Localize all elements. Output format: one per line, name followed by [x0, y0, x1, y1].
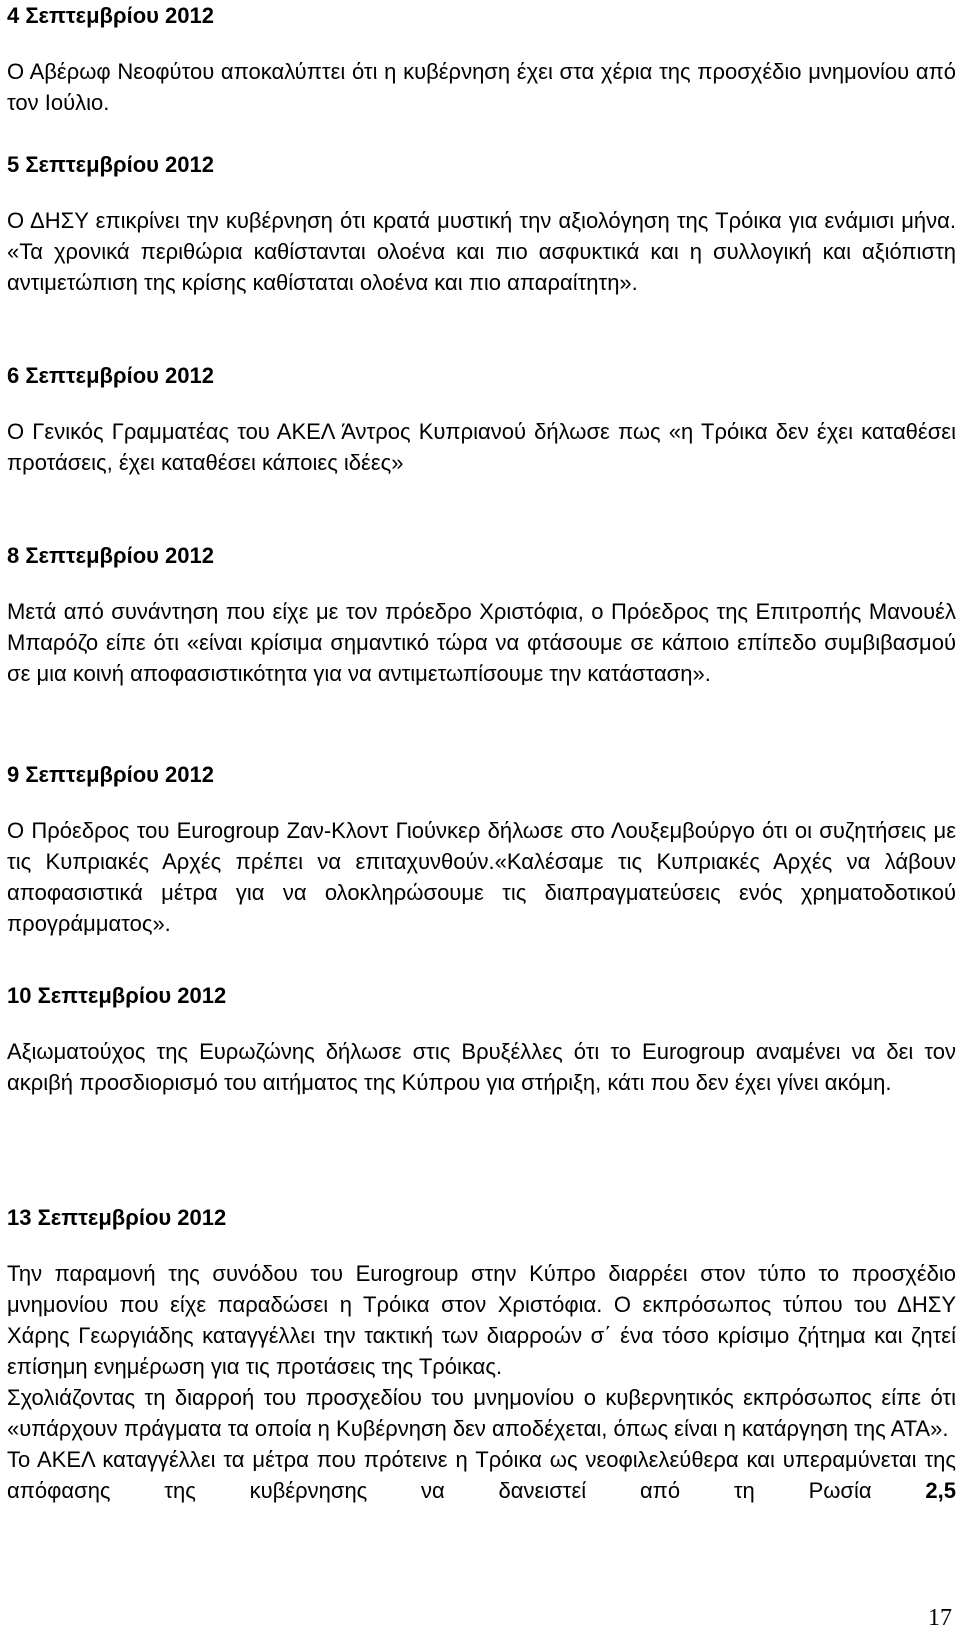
entry-6-sep	[7, 360, 956, 478]
entry-paragraph: Την παραμονή της συνόδου του Eurogroup στην Κύπρο διαρρέει στον τύπο το προσχέδιο μνημονίου που είχε παραδώσει η Τρόικα στον Χριστόφια. Ο εκπρόσωπος τύπου του ΔΗΣΥ Χάρης Γεωργιάδης καταγγέλλει την τακτική των διαρροών σ΄ ένα τόσο κρίσιμο ζήτημα και ζητεί επίσημη ενημέρωση για τις προτάσεις της Τρόικας.	[7, 1261, 956, 1379]
loan-amount: 2,5	[925, 1478, 956, 1503]
entry-date: 13 Σεπτεμβρίου 2012	[7, 1205, 227, 1230]
entry-paragraph: Ο Πρόεδρος του Eurogroup Ζαν-Κλοντ Γιούνκερ δήλωσε στο Λουξεμβούργο ότι οι συζητήσεις με τις Κυπριακές Αρχές πρέπει να επιταχυνθούν.«Καλέσαμε τις Κυπριακές Αρχές να λάβουν αποφασιστικά μέτρα για να ολοκληρώσουμε τις διαπραγματεύσεις ενός χρηματοδοτικού προγράμματος».	[7, 818, 956, 936]
entry-paragraph: Μετά από συνάντηση που είχε με τον πρόεδρο Χριστόφια, ο Πρόεδρος της Επιτροπής Μανουέλ Μπαρόζο είπε ότι «είναι κρίσιμα σημαντικό τώρα να φτάσουμε σε κάποιο επίπεδο συμβιβασμού σε μια κοινή αποφασιστικότητα για να αντιμετωπίσουμε την κατάσταση».	[7, 599, 956, 686]
entry-8-sep	[7, 540, 956, 689]
entry-date: 4 Σεπτεμβρίου 2012	[7, 3, 215, 28]
entry-paragraph: Ο Γενικός Γραμματέας του ΑΚΕΛ Άντρος Κυπριανού δήλωσε πως «η Τρόικα δεν έχει καταθέσει προτάσεις, έχει καταθέσει κάποιες ιδέες»	[7, 419, 956, 475]
entry-date: 8 Σεπτεμβρίου 2012	[7, 543, 215, 568]
page-number: 17	[928, 1605, 952, 1631]
entry-date: 10 Σεπτεμβρίου 2012	[7, 983, 227, 1008]
entry-4-sep	[7, 0, 956, 118]
entry-paragraph-text: Το ΑΚΕΛ καταγγέλλει τα μέτρα που πρότεινε η Τρόικα ως νεοφιλελεύθερα και υπεραμύνεται της απόφασης της κυβέρνησης να δανειστεί από τη Ρωσία	[7, 1447, 956, 1503]
entry-date: 6 Σεπτεμβρίου 2012	[7, 363, 215, 388]
entry-9-sep	[7, 759, 956, 939]
entry-date: 9 Σεπτεμβρίου 2012	[7, 762, 215, 787]
entry-5-sep	[7, 149, 956, 298]
entry-paragraph: Ο Αβέρωφ Νεοφύτου αποκαλύπτει ότι η κυβέρνηση έχει στα χέρια της προσχέδιο μνημονίου από τον Ιούλιο.	[7, 59, 956, 115]
entry-10-sep	[7, 980, 956, 1098]
entry-paragraph: Αξιωματούχος της Ευρωζώνης δήλωσε στις Βρυξέλλες ότι το Eurogroup αναμένει να δει τον ακριβή προσδιορισμό του αιτήματος της Κύπρου για στήριξη, κάτι που δεν έχει γίνει ακόμη.	[7, 1039, 956, 1095]
entry-paragraph-last	[7, 1444, 956, 1506]
entry-date: 5 Σεπτεμβρίου 2012	[7, 152, 215, 177]
entry-paragraph: Ο ΔΗΣΥ επικρίνει την κυβέρνηση ότι κρατά μυστική την αξιολόγηση της Τρόικα για ενάμισι μήνα. «Τα χρονικά περιθώρια καθίστανται ολοένα και πιο ασφυκτικά και η συλλογική και αξιόπιστη αντιμετώπιση της κρίσης καθίσταται ολοένα και πιο απαραίτητη».	[7, 208, 956, 295]
entry-13-sep	[7, 1202, 956, 1506]
entry-paragraph: Σχολιάζοντας τη διαρροή του προσχεδίου του μνημονίου ο κυβερνητικός εκπρόσωπος είπε ότι «υπάρχουν πράγματα τα οποία η Κυβέρνηση δεν αποδέχεται, όπως είναι η κατάργηση της ΑΤΑ».	[7, 1385, 956, 1441]
